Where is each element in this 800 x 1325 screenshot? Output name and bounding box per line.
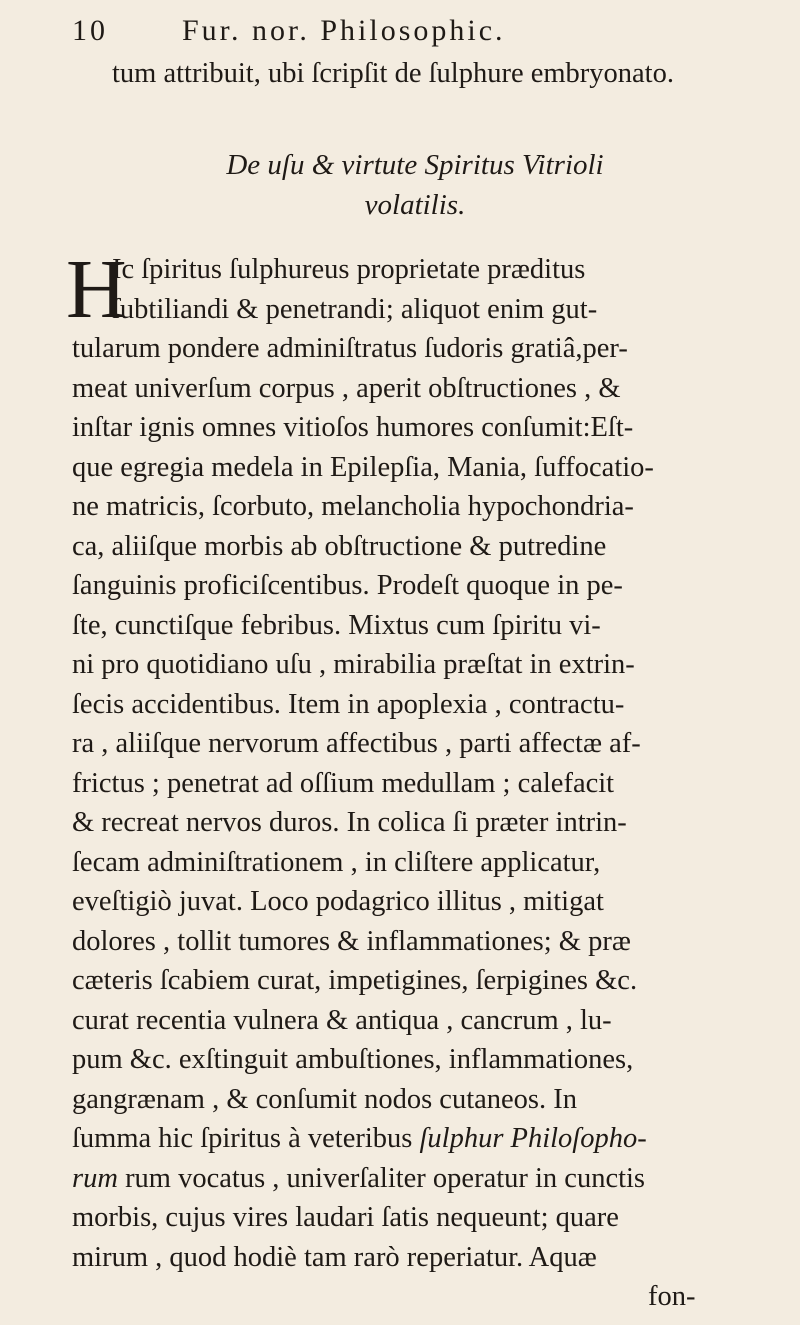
body-line: cæteris ſcabiem curat, impetigines, ſerpigines &c. [72,965,638,996]
body-line: ſubtiliandi & penetrandi; aliquot enim gut- [112,293,598,325]
body-line: tularum pondere adminiſtratus ſudoris gratiâ,per- [72,333,628,364]
running-title: Fur. nor. Philosophic. [182,14,506,47]
section-title-line-1: De uſu & virtute Spiritus Vitrioli [226,149,604,181]
body-line: pum &c. exſtinguit ambuſtiones, inflammationes, [72,1044,634,1075]
body-line: ſecis accidentibus. Item in apoplexia , contractu- [72,688,625,720]
body-line: curat recentia vulnera & antiqua , cancrum , lu- [72,1004,612,1036]
body-line: mirum , quod hodiè tam rarò reperiatur. Aquæ [72,1241,597,1273]
section-title-line-2: volatilis. [364,189,466,221]
body-line: eveſtigiò juvat. Loco podagrico illitus , mitigat [72,886,604,917]
body-line: frictus ; penetrat ad oſſium medullam ; calefacit [72,767,615,799]
catchword: fon- [648,1281,696,1312]
body-line: ſanguinis proficiſcentibus. Prodeſt quoque in pe- [72,570,623,601]
body-line: gangrænam , & conſumit nodos cutaneos. In [72,1083,577,1115]
body-line [72,1159,645,1199]
body-line: ni pro quotidiano uſu , mirabilia præſtat in extrin- [72,649,635,680]
body-line: ra , aliiſque nervorum affectibus , parti affectæ af- [72,728,641,759]
body-line: ſte, cunctiſque febribus. Mixtus cum ſpiritu vi- [72,609,601,641]
page-header [72,14,712,54]
body-line: dolores , tollit tumores & inflammationes; & præ [72,925,631,957]
italic-phrase: ſulphur Philoſopho- [419,1123,647,1154]
body-line: meat univerſum corpus , aperit obſtructiones , & [72,372,621,404]
body-line: Ic ſpiritus ſulphureus proprietate præditus [112,254,586,285]
body-line: morbis, cujus vires laudari ſatis nequeunt; quare [72,1202,619,1233]
body-line-text: rum vocatus , univerſaliter operatur in cunctis [125,1162,646,1194]
body-line: & recreat nervos duros. In colica ſi præter intrin- [72,807,627,838]
body-line-text: ſumma hic ſpiritus à veteribus [72,1123,413,1154]
body-line: ca, aliiſque morbis ab obſtructione & putredine [72,530,607,562]
italic-phrase: rum [72,1162,118,1194]
body-line: inſtar ignis omnes vitioſos humores conſumit:Eſt- [72,412,634,443]
body-line [72,1119,647,1159]
drop-cap: H [66,243,127,336]
continuation-line: tum attribuit, ubi ſcripſit de ſulphure embryonato. [112,58,674,89]
body-line: que egregia medela in Epilepſia, Mania, ſuffocatio- [72,451,654,483]
body-line: ne matricis, ſcorbuto, melancholia hypochondria- [72,491,634,522]
body-line: ſecam adminiſtrationem , in cliſtere applicatur, [72,846,601,878]
page-number: 10 [72,14,108,47]
